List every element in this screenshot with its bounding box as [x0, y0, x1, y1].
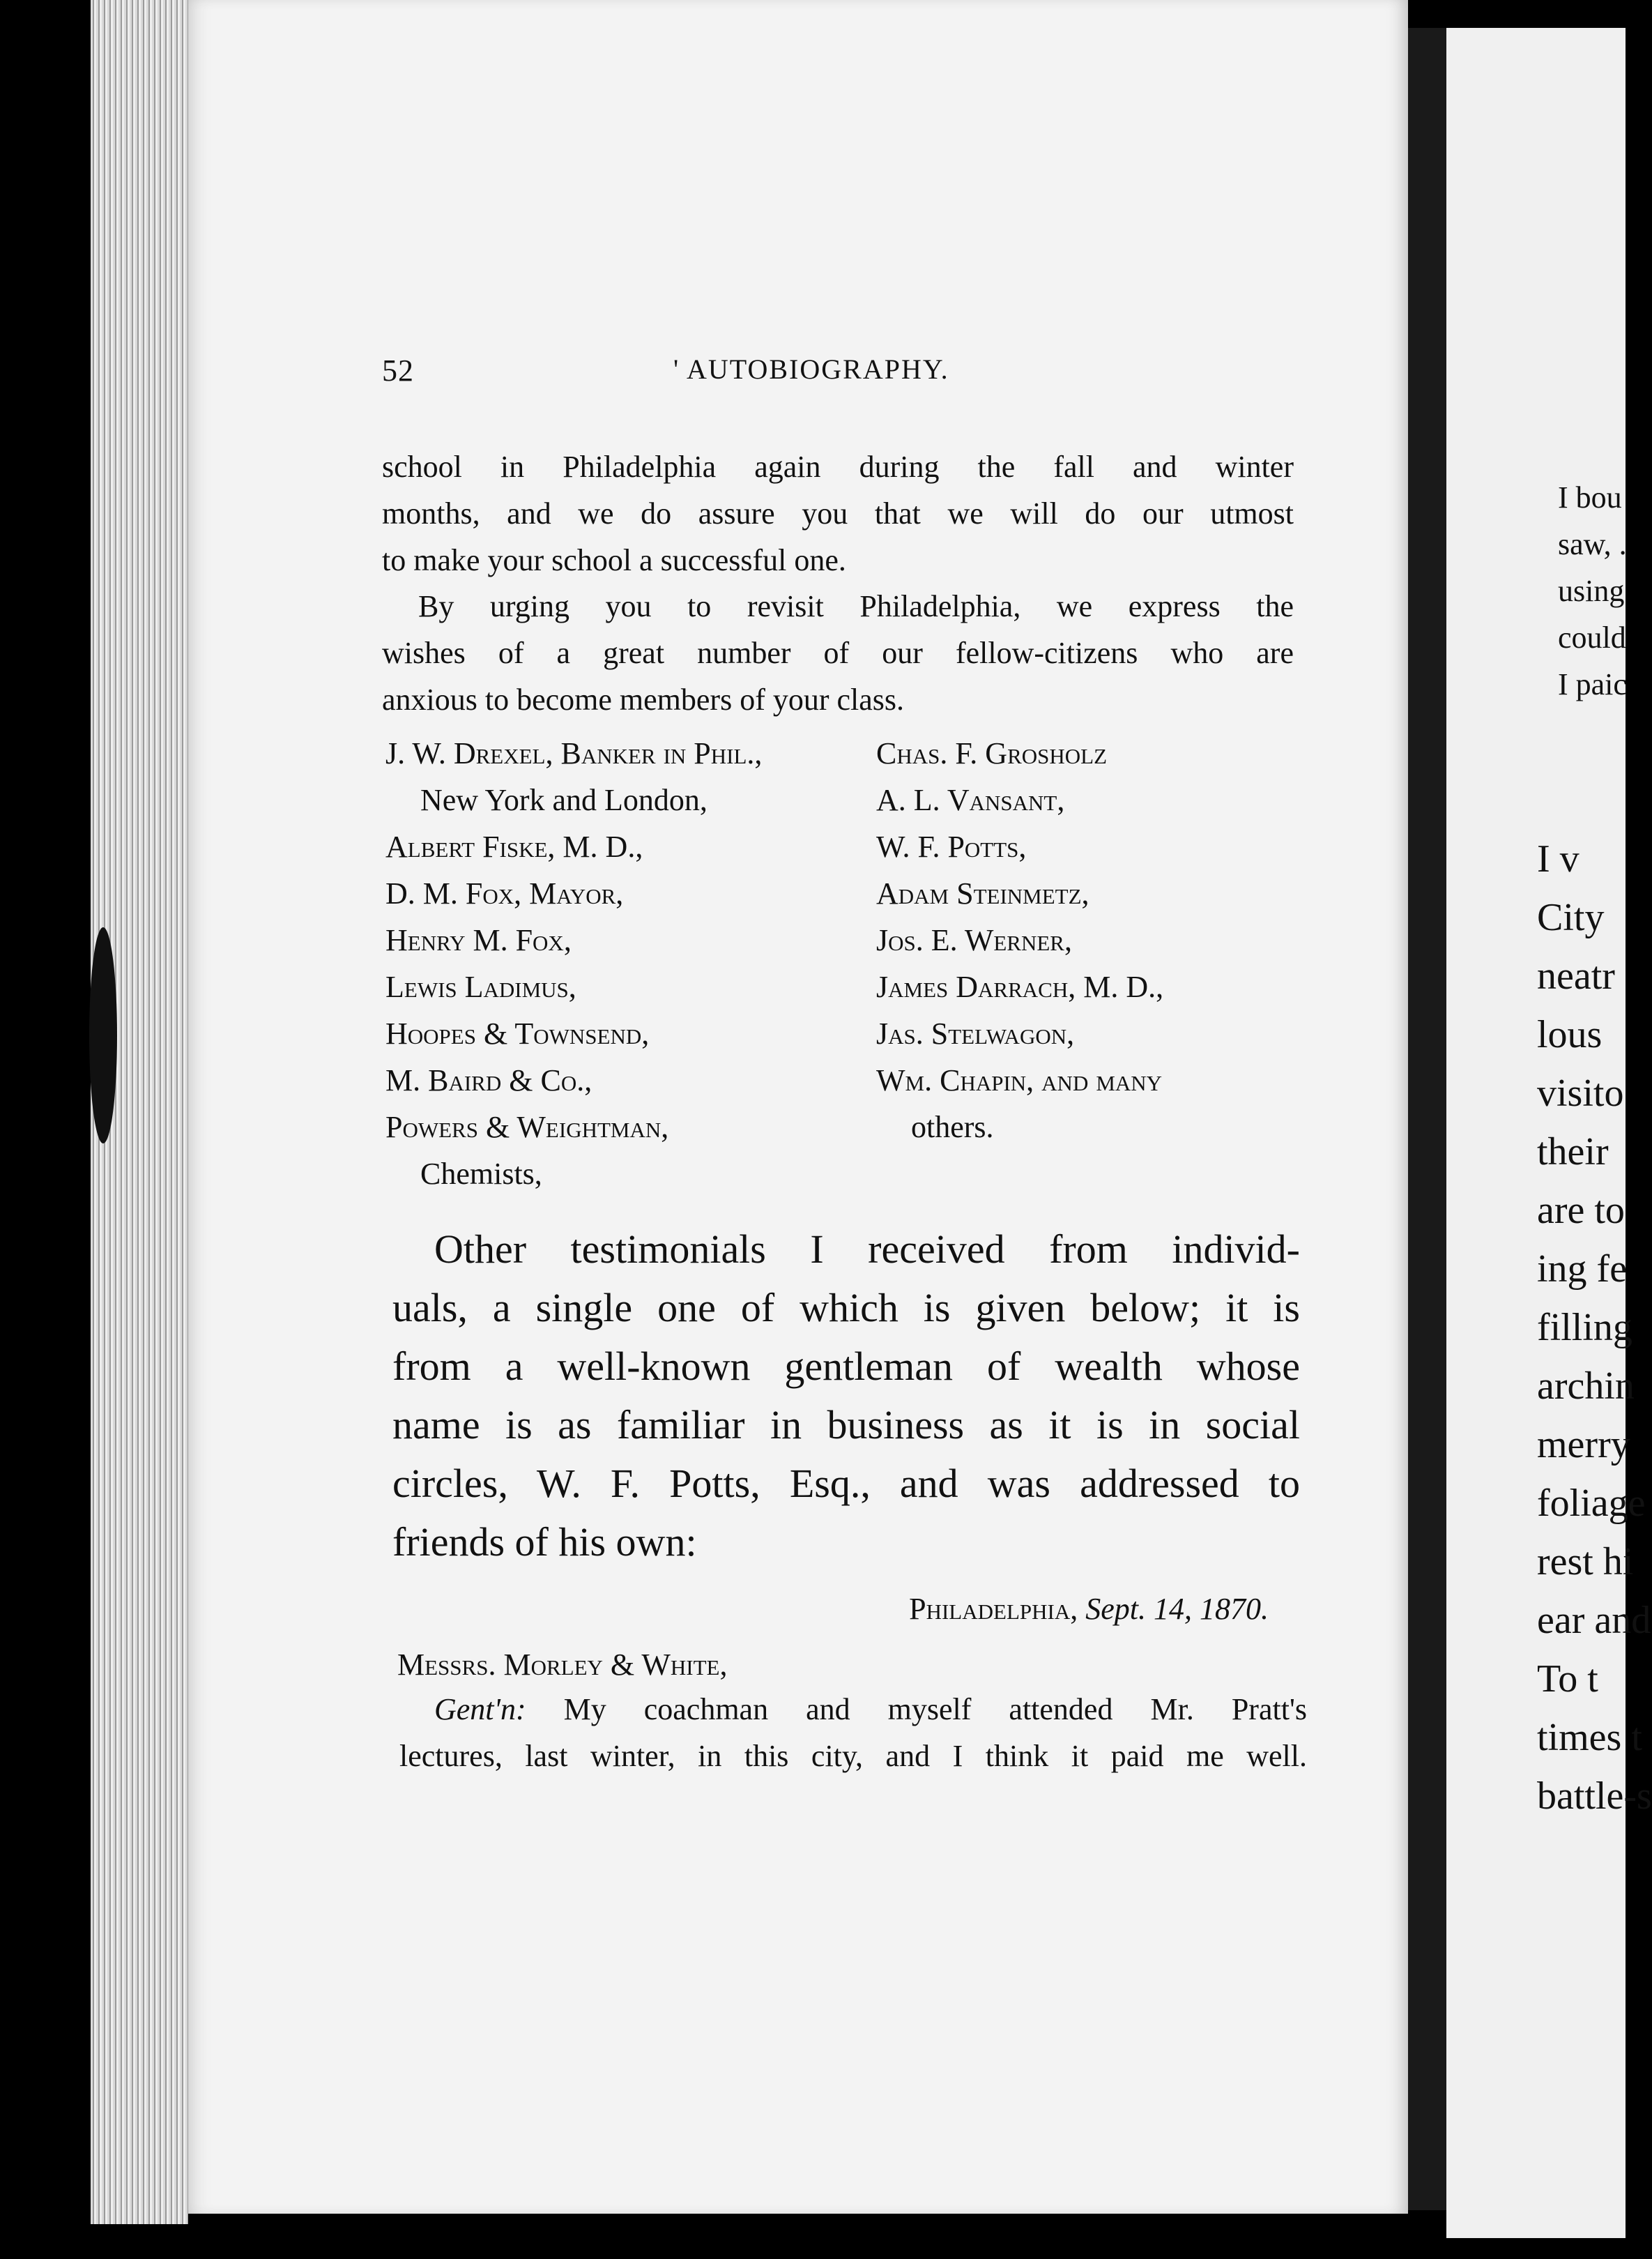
- text-fragment: merry: [1537, 1423, 1630, 1466]
- running-title: ' AUTOBIOGRAPHY.: [673, 353, 949, 385]
- signatory: Wm. Chapin, and many: [876, 1063, 1163, 1097]
- binding-mark: [89, 927, 117, 1143]
- signatory: Hoopes & Townsend,: [385, 1017, 650, 1051]
- text-line: [399, 1686, 1307, 1733]
- letter-salutation: Gent'n:: [434, 1692, 526, 1726]
- paragraph-revisit: [382, 583, 1294, 723]
- signatory: M. Baird & Co.,: [385, 1063, 592, 1097]
- text-fragment: filling: [1537, 1306, 1632, 1349]
- text-line: name is as familiar in business as it is in social: [392, 1402, 1300, 1447]
- text-fragment: rest hi: [1537, 1540, 1634, 1583]
- text-fragment: neatr: [1537, 954, 1615, 998]
- text-fragment: To t: [1537, 1657, 1598, 1701]
- text-line: uals, a single one of which is given below; it is: [392, 1285, 1300, 1330]
- letter-place: Philadelphia,: [909, 1592, 1078, 1626]
- text-line: friends of his own:: [392, 1519, 697, 1565]
- letter-date: Sept. 14, 1870.: [1085, 1592, 1269, 1626]
- text-fragment: times t: [1537, 1716, 1642, 1759]
- text-line: from a well-known gentleman of wealth whose: [392, 1344, 1300, 1389]
- signatory-continuation: others.: [911, 1110, 994, 1144]
- paragraph-testimonials: [392, 1220, 1300, 1572]
- text-fragment: using: [1558, 574, 1625, 608]
- signatory: Albert Fiske, M. D.,: [385, 830, 643, 864]
- page-number: 52: [382, 353, 414, 388]
- signatories-right-column: [876, 730, 1308, 1150]
- text-fragment: I v: [1537, 837, 1580, 881]
- text-line: wishes of a great number of our fellow-citizens who are: [382, 636, 1294, 670]
- text-line: months, and we do assure you that we will do our utmost: [382, 496, 1294, 531]
- signatory: W. F. Potts,: [876, 830, 1027, 864]
- text-fragment: I bou: [1558, 480, 1622, 515]
- paragraph-continuation: [382, 443, 1294, 584]
- letter-dateline: [909, 1591, 1269, 1627]
- signatory-continuation: Chemists,: [420, 1157, 542, 1191]
- text-line: lectures, last winter, in this city, and I think it paid me well.: [399, 1739, 1307, 1773]
- text-line: to make your school a successful one.: [382, 543, 846, 577]
- signatory-continuation: New York and London,: [420, 783, 708, 817]
- text-fragment: are to: [1537, 1189, 1625, 1232]
- text-line: circles, W. F. Potts, Esq., and was addressed to: [392, 1461, 1300, 1506]
- letter-addressee: Messrs. Morley & White,: [397, 1648, 728, 1682]
- signatory: D. M. Fox, Mayor,: [385, 876, 624, 911]
- text-fragment: visito: [1537, 1072, 1624, 1115]
- spine-gutter: [1408, 28, 1446, 2210]
- signatory: Henry M. Fox,: [385, 923, 572, 957]
- text-line: school in Philadelphia again during the fall and winter: [382, 450, 1294, 484]
- signatory: J. W. Drexel, Banker in Phil.,: [385, 736, 763, 770]
- text-line: By urging you to revisit Philadelphia, we express the: [418, 589, 1294, 623]
- letter-body: [399, 1686, 1307, 1779]
- signatory: Jas. Stelwagon,: [876, 1017, 1075, 1051]
- text-line: anxious to become members of your class.: [382, 683, 905, 717]
- text-fragment: archin: [1537, 1364, 1635, 1408]
- text-fragment: could: [1558, 621, 1626, 655]
- text-fragment: City: [1537, 896, 1605, 939]
- text-fragment: battle-s: [1537, 1774, 1652, 1818]
- text-fragment: their: [1537, 1130, 1609, 1173]
- text-fragment: ear and: [1537, 1599, 1651, 1642]
- right-page-large-text: [1537, 830, 1652, 1825]
- signatories-left-column: [385, 730, 832, 1197]
- signatory: James Darrach, M. D.,: [876, 970, 1164, 1004]
- signatory: Powers & Weightman,: [385, 1110, 669, 1144]
- text-line: Other testimonials I received from individ-: [434, 1226, 1300, 1272]
- right-page-small-text: [1558, 474, 1627, 708]
- signatory: A. L. Vansant,: [876, 783, 1065, 817]
- text-fragment: saw, .: [1558, 527, 1627, 561]
- text-fragment: lous: [1537, 1013, 1603, 1056]
- letter-text: My coachman and myself attended Mr. Pratt's: [526, 1692, 1307, 1726]
- signatory: Lewis Ladimus,: [385, 970, 576, 1004]
- signatory: Chas. F. Grosholz: [876, 736, 1108, 770]
- right-page-fragment: [1446, 28, 1652, 2238]
- text-fragment: I paic: [1558, 667, 1627, 701]
- signatory: Adam Steinmetz,: [876, 876, 1089, 911]
- text-fragment: ing fe: [1537, 1247, 1628, 1291]
- text-fragment: foliage: [1537, 1482, 1646, 1525]
- signatory: Jos. E. Werner,: [876, 923, 1072, 957]
